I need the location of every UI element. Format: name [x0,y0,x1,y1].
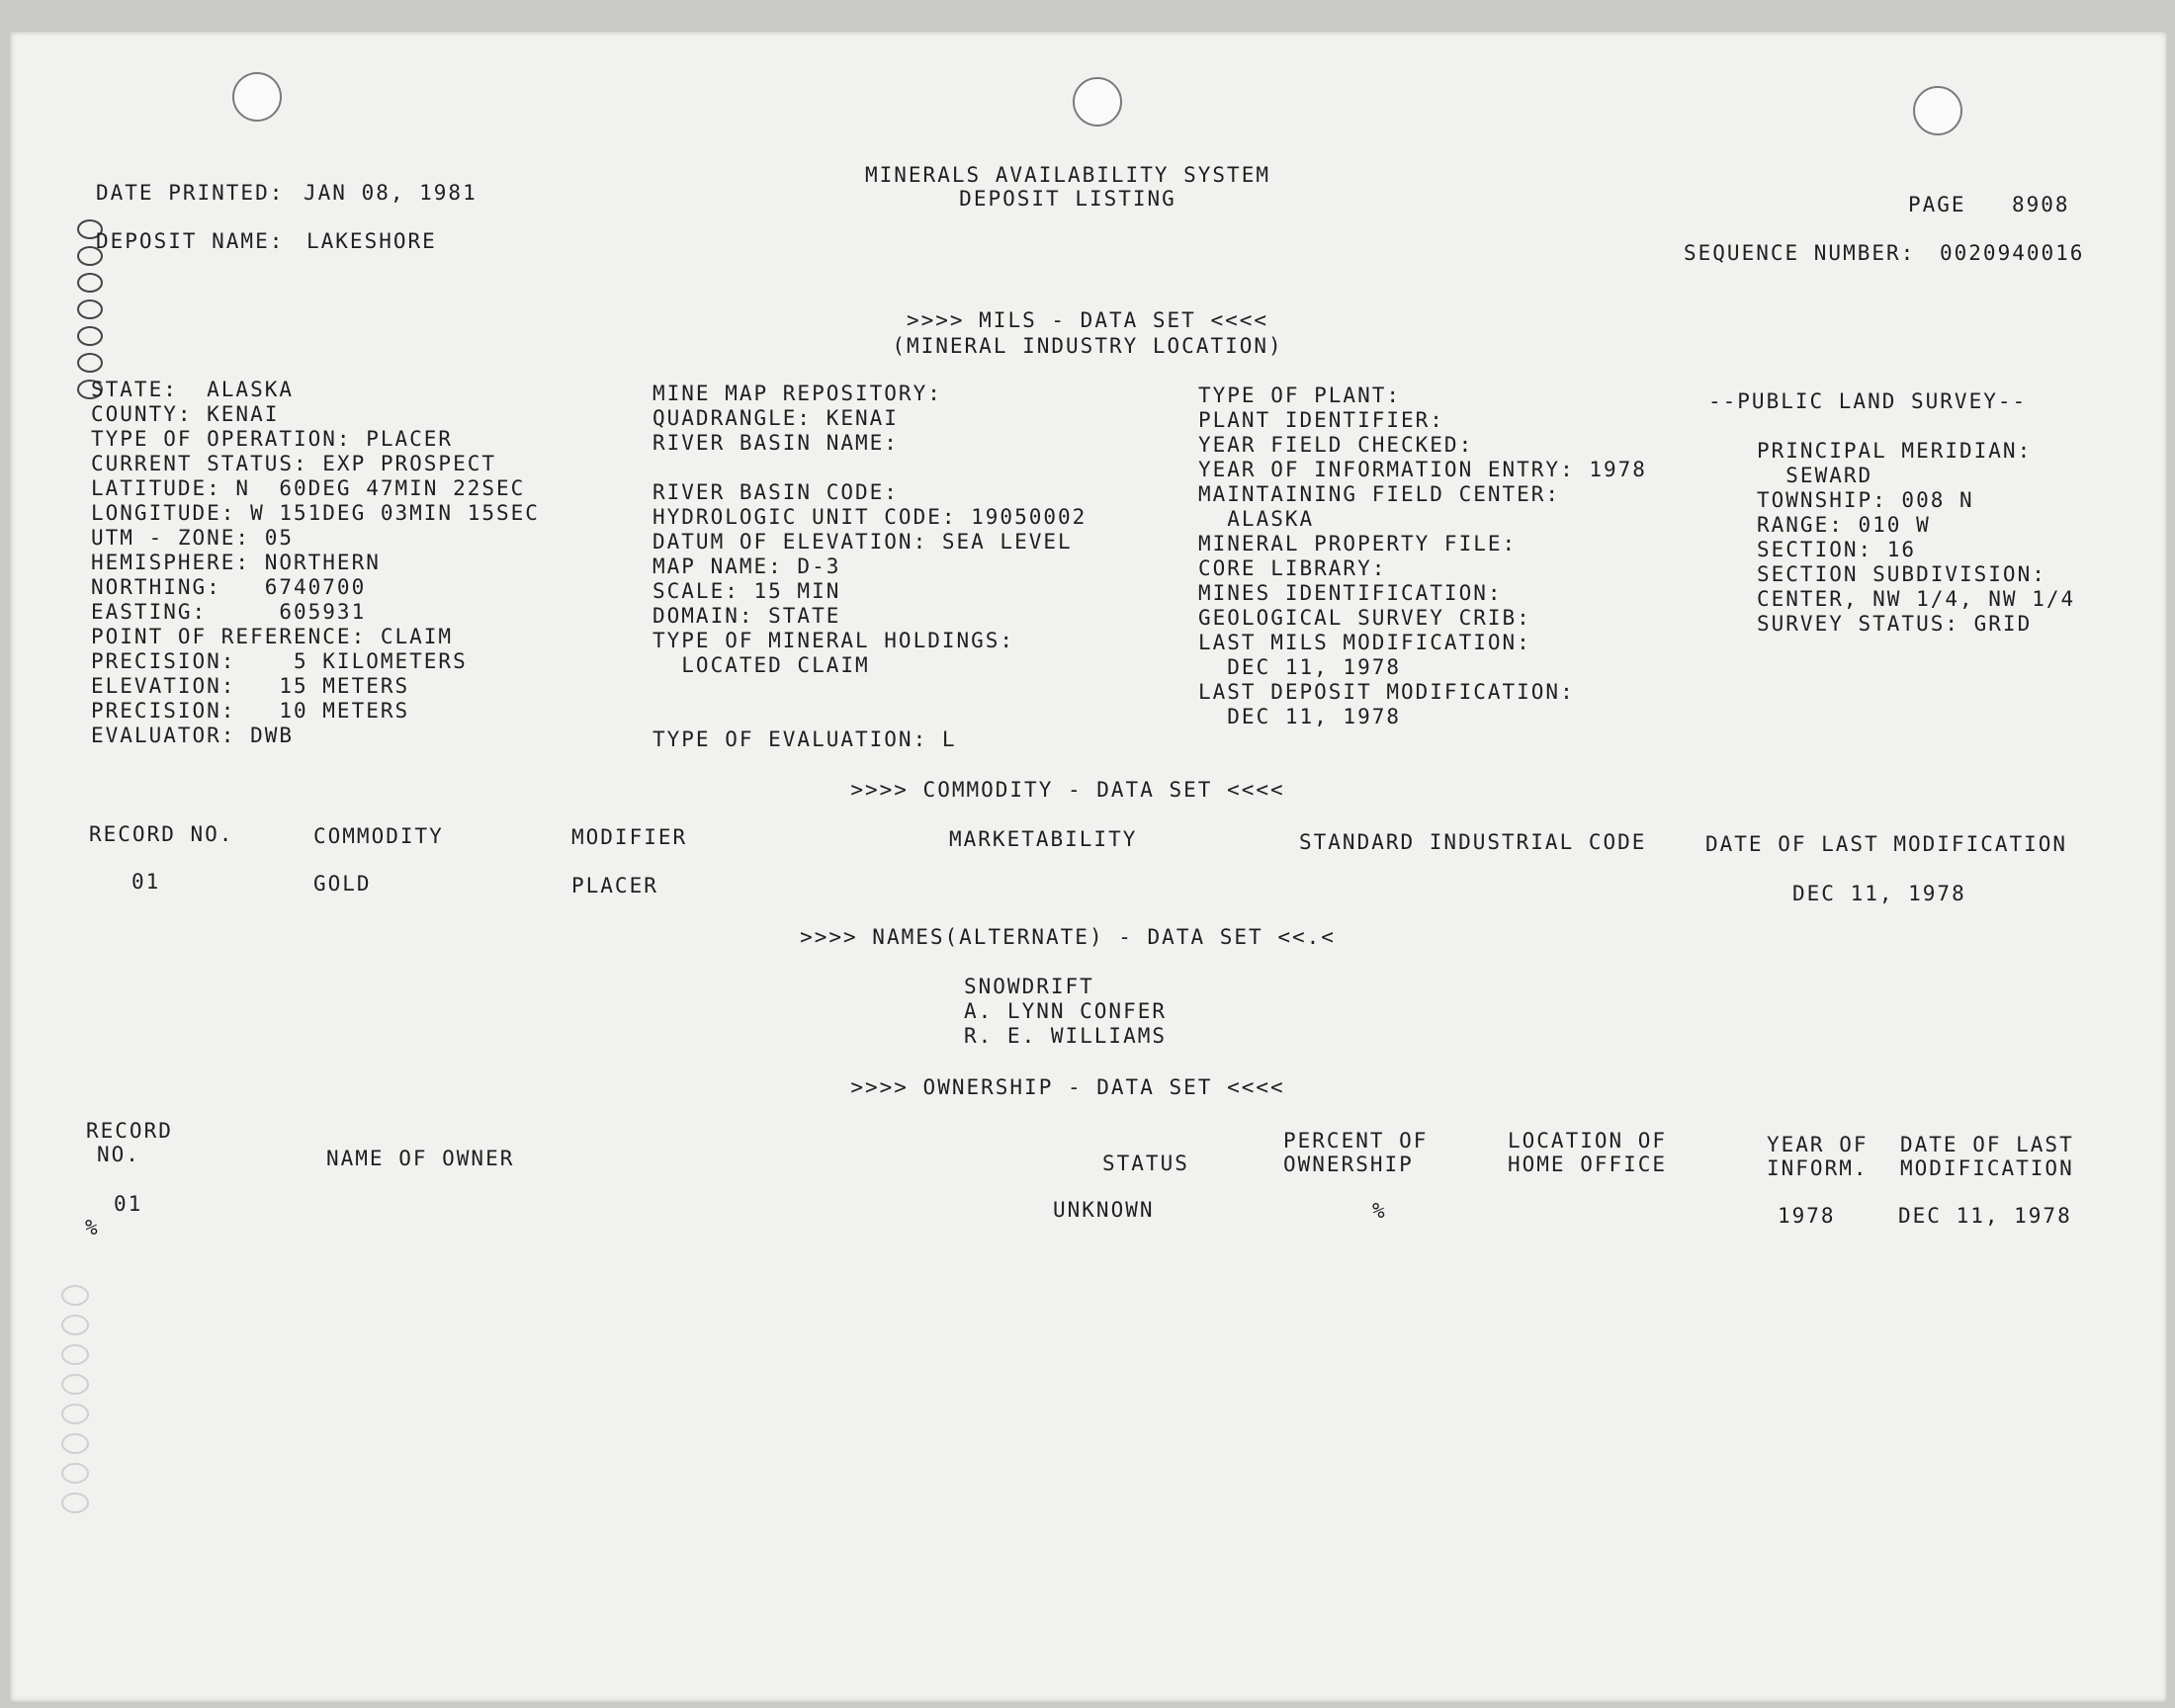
binder-hole-left [232,72,282,122]
ownership-header-date-2: MODIFICATION [1900,1156,2074,1180]
ownership-header-year-1: YEAR OF [1767,1133,1869,1156]
mils-subheading: (MINERAL INDUSTRY LOCATION) [892,334,1283,358]
mils-heading: >>>> MILS - DATA SET <<<< [906,308,1269,332]
alternate-name: R. E. WILLIAMS [964,1024,1168,1048]
mils-field: STATE: ALASKA [91,378,295,401]
mils-field: CURRENT STATUS: EXP PROSPECT [91,452,497,475]
ownership-header-location-2: HOME OFFICE [1508,1153,1668,1176]
mils-field: PLANT IDENTIFIER: [1198,408,1444,432]
commodity-modifier: PLACER [571,874,658,897]
mils-field [652,456,1087,480]
sequence-number-value: 0020940016 [1940,241,2085,265]
commodity-date: DEC 11, 1978 [1792,882,1966,905]
mils-column-map [652,382,1087,752]
mils-field: SURVEY STATUS: GRID [1757,612,2033,636]
mils-field: --PUBLIC LAND SURVEY-- [1708,389,2028,413]
names-heading: >>>> NAMES(ALTERNATE) - DATA SET <<.< [800,925,1336,949]
mils-field: CORE LIBRARY: [1198,556,1387,580]
binder-hole-center [1073,77,1122,127]
mils-field: TOWNSHIP: 008 N [1757,488,1974,512]
ownership-status: UNKNOWN [1053,1198,1155,1222]
deposit-name-value: LAKESHORE [306,229,437,253]
mils-field: MAP NAME: D-3 [652,555,841,578]
ownership-percent: % [1372,1199,1387,1223]
mils-field: TYPE OF OPERATION: PLACER [91,427,454,451]
mils-field: DEC 11, 1978 [1198,655,1402,679]
ownership-header-status: STATUS [1102,1152,1189,1175]
mils-field: PRECISION: 10 METERS [91,699,410,723]
ownership-header-year-2: INFORM. [1767,1156,1869,1180]
sprocket-strip-bottom [61,1285,89,1522]
commodity-header-commodity: COMMODITY [313,824,444,848]
commodity-heading: >>>> COMMODITY - DATA SET <<<< [850,778,1285,802]
mils-column-land-survey [1708,389,2075,637]
commodity-name: GOLD [313,872,372,896]
mils-field: YEAR FIELD CHECKED: [1198,433,1474,457]
mils-field: RANGE: 010 W [1757,513,1931,537]
mils-field: LAST MILS MODIFICATION: [1198,631,1531,654]
mils-field: DEC 11, 1978 [1198,705,1402,728]
mils-field: DATUM OF ELEVATION: SEA LEVEL [652,530,1073,554]
mils-field: ELEVATION: 15 METERS [91,674,410,698]
mils-field: SECTION: 16 [1757,538,1917,561]
ownership-percent-mark: % [85,1216,100,1239]
mils-field: CENTER, NW 1/4, NW 1/4 [1757,587,2076,611]
binder-hole-right [1913,86,1962,135]
mils-field: QUADRANGLE: KENAI [652,406,899,430]
ownership-header-record-2: NO. [97,1143,140,1166]
document-page [10,32,2167,1702]
date-printed-value: JAN 08, 1981 [304,181,478,205]
ownership-header-name: NAME OF OWNER [326,1147,515,1170]
commodity-header-modifier: MODIFIER [571,825,688,849]
mils-field: YEAR OF INFORMATION ENTRY: 1978 [1198,458,1647,481]
mils-field: NORTHING: 6740700 [91,575,367,599]
page-number: 8908 [2012,193,2070,216]
mils-field: TYPE OF EVALUATION: L [652,727,957,751]
mils-field: MINE MAP REPOSITORY: [652,382,942,405]
alternate-name: SNOWDRIFT [964,975,1094,998]
commodity-header-marketability: MARKETABILITY [949,827,1138,851]
commodity-header-record: RECORD NO. [89,822,234,846]
mils-field: COUNTY: KENAI [91,402,280,426]
ownership-heading: >>>> OWNERSHIP - DATA SET <<<< [850,1075,1285,1099]
mils-field: TYPE OF PLANT: [1198,384,1402,407]
mils-field: MINES IDENTIFICATION: [1198,581,1503,605]
mils-column-location [91,378,540,748]
ownership-date: DEC 11, 1978 [1898,1204,2072,1228]
alternate-name: A. LYNN CONFER [964,999,1168,1023]
ownership-header-date-1: DATE OF LAST [1900,1133,2074,1156]
mils-field: LATITUDE: N 60DEG 47MIN 22SEC [91,476,526,500]
mils-field: SCALE: 15 MIN [652,579,841,603]
commodity-header-sic: STANDARD INDUSTRIAL CODE [1299,830,1647,854]
ownership-record-no: 01 [114,1192,143,1216]
mils-field: GEOLOGICAL SURVEY CRIB: [1198,606,1531,630]
mils-field: ALASKA [1198,507,1315,531]
commodity-record-no: 01 [131,870,161,894]
ownership-header-percent-1: PERCENT OF [1283,1129,1429,1153]
mils-field: RIVER BASIN CODE: [652,480,899,504]
mils-field: EASTING: 605931 [91,600,367,624]
mils-field: PRECISION: 5 KILOMETERS [91,649,468,673]
mils-field: RIVER BASIN NAME: [652,431,899,455]
page-label: PAGE [1908,193,1966,216]
deposit-name-label: DEPOSIT NAME: [96,229,285,253]
mils-field: HEMISPHERE: NORTHERN [91,551,381,574]
mils-field: HYDROLOGIC UNIT CODE: 19050002 [652,505,1088,529]
mils-field: LAST DEPOSIT MODIFICATION: [1198,680,1575,704]
mils-field: TYPE OF MINERAL HOLDINGS: [652,629,1015,652]
mils-field: MAINTAINING FIELD CENTER: [1198,482,1561,506]
mils-field [652,678,1087,703]
mils-field: LOCATED CLAIM [652,653,870,677]
mils-field: PRINCIPAL MERIDIAN: [1757,439,2033,463]
mils-field: LONGITUDE: W 151DEG 03MIN 15SEC [91,501,540,525]
alternate-names-list [964,975,1167,1049]
mils-field: POINT OF REFERENCE: CLAIM [91,625,454,648]
mils-field: DOMAIN: STATE [652,604,841,628]
system-title: MINERALS AVAILABILITY SYSTEM [864,163,1270,187]
listing-title: DEPOSIT LISTING [959,187,1176,211]
mils-field: MINERAL PROPERTY FILE: [1198,532,1518,555]
mils-field: EVALUATOR: DWB [91,724,295,747]
ownership-header-record-1: RECORD [86,1119,173,1143]
mils-field: UTM - ZONE: 05 [91,526,295,550]
mils-field: SECTION SUBDIVISION: [1757,562,2046,586]
mils-field [652,703,1087,727]
ownership-header-location-1: LOCATION OF [1508,1129,1668,1153]
commodity-header-date: DATE OF LAST MODIFICATION [1705,832,2068,856]
date-printed-label: DATE PRINTED: [96,181,285,205]
mils-column-plant [1198,384,1647,729]
ownership-header-percent-2: OWNERSHIP [1283,1153,1414,1176]
sequence-number-label: SEQUENCE NUMBER: [1684,241,1916,265]
ownership-year: 1978 [1778,1204,1836,1228]
mils-field [1708,414,2075,439]
mils-field: SEWARD [1757,464,1873,487]
